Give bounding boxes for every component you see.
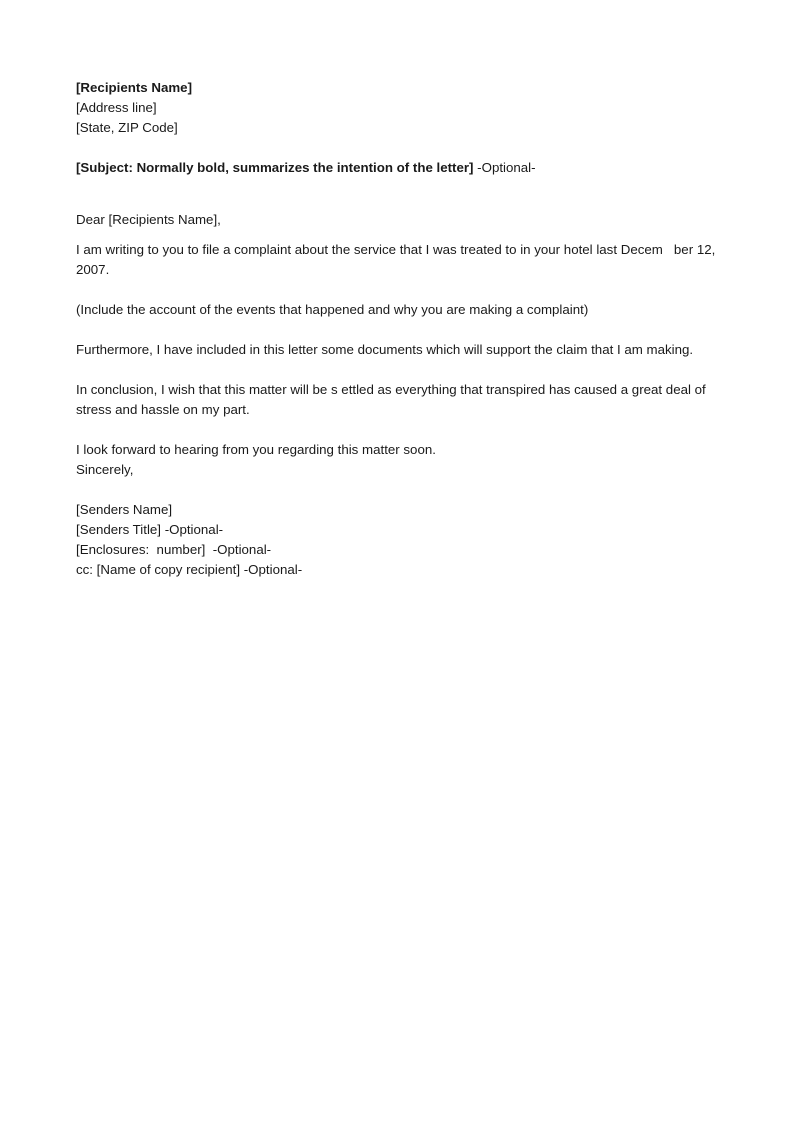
paragraph-1-line-1: I am writing to you to file a complaint about the service that I was treated to in your hotel last Decem ber 12, — [76, 242, 716, 257]
paragraph-1-line-2: 2007. — [76, 262, 110, 277]
subject-line — [76, 158, 716, 178]
spacer — [76, 420, 716, 440]
paragraph-4-line-1: In conclusion, I wish that this matter will be s ettled as everything that transpired has caused a great deal of — [76, 382, 706, 397]
recipient-state-zip: [State, ZIP Code] — [76, 120, 178, 135]
senders-title: [Senders Title] -Optional- — [76, 522, 224, 537]
closing: Sincerely, — [76, 462, 134, 477]
recipient-name: [Recipients Name] — [76, 80, 193, 95]
enclosures: [Enclosures: number] -Optional- — [76, 542, 272, 557]
spacer — [76, 138, 716, 158]
spacer — [76, 230, 716, 240]
paragraph-5: I look forward to hearing from you regarding this matter soon. — [76, 442, 436, 457]
cc-line: cc: [Name of copy recipient] -Optional- — [76, 562, 303, 577]
recipient-address-line: [Address line] — [76, 100, 157, 115]
paragraph-3: Furthermore, I have included in this letter some documents which will support the claim that I am making. — [76, 342, 694, 357]
spacer — [76, 280, 716, 300]
paragraph-4-line-2: stress and hassle on my part. — [76, 402, 250, 417]
salutation: Dear [Recipients Name], — [76, 212, 221, 227]
spacer — [76, 178, 716, 210]
subject-optional: -Optional- — [473, 160, 536, 175]
spacer — [76, 480, 716, 500]
paragraph-2: (Include the account of the events that happened and why you are making a complaint) — [76, 302, 589, 317]
letter-body — [76, 78, 716, 580]
spacer — [76, 320, 716, 340]
senders-name: [Senders Name] — [76, 502, 173, 517]
subject-text: [Subject: Normally bold, summarizes the intention of the letter] — [76, 160, 474, 175]
spacer — [76, 360, 716, 380]
